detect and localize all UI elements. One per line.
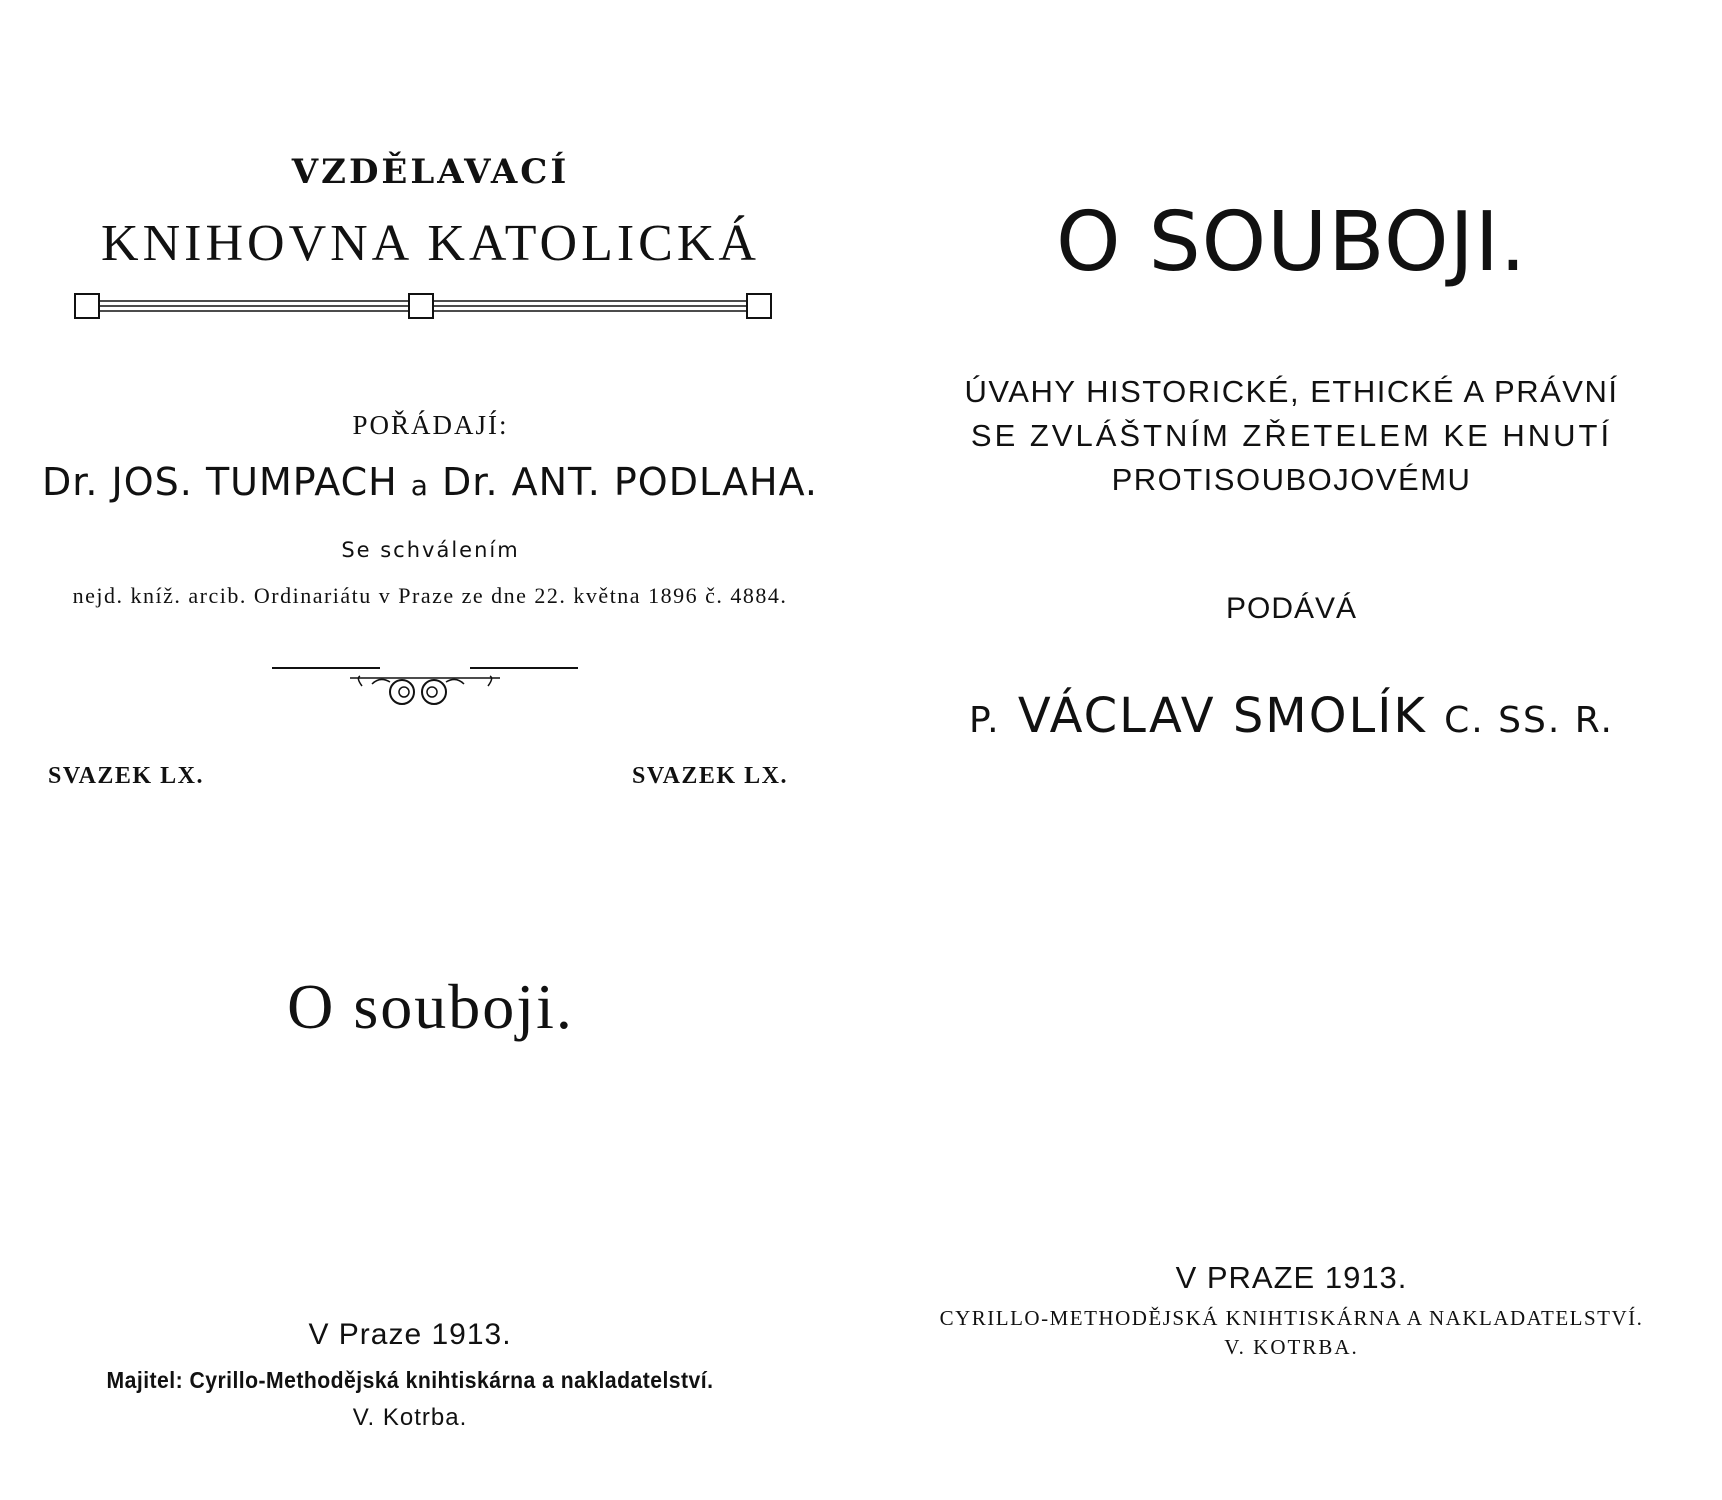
- subtitle-line-3: PROTISOUBOJOVÉMU: [1111, 462, 1472, 497]
- ornamental-rule: [73, 288, 773, 324]
- approval-label: Se schválením: [341, 538, 520, 562]
- series-title-line-2: KNIHOVNA KATOLICKÁ: [101, 215, 760, 272]
- left-owner-name: V. Kotrba.: [352, 1404, 468, 1431]
- series-title-line-1: VZDĚLAVACÍ: [291, 152, 570, 192]
- left-place-year: V Praze 1913.: [308, 1318, 512, 1351]
- approval-text: nejd. kníž. arcib. Ordinariátu v Praze ze dne 22. května 1896 č. 4884.: [72, 583, 788, 608]
- main-title: O SOUBOJI.: [1055, 195, 1527, 290]
- editor-2: Dr. ANT. PODLAHA.: [442, 460, 818, 504]
- flourish-ornament: [270, 660, 580, 716]
- volume-label-right: SVAZEK LX.: [632, 763, 788, 789]
- author-name: VÁCLAV SMOLÍK: [1017, 688, 1427, 744]
- editor-1: Dr. JOS. TUMPACH: [42, 460, 398, 504]
- editors-conjunction: a: [410, 469, 429, 502]
- editors-line: [40, 460, 820, 504]
- right-publisher: CYRILLO-METHODĚJSKÁ KNIHTISKÁRNA A NAKLADATELSTVÍ.: [939, 1306, 1644, 1330]
- author-line: [861, 688, 1722, 744]
- subtitle-line-2: SE ZVLÁŠTNÍM ZŘETELEM KE HNUTÍ: [970, 418, 1613, 453]
- volume-label-left: SVAZEK LX.: [48, 763, 204, 789]
- presented-by: PODÁVÁ: [1225, 592, 1358, 625]
- right-page: [861, 0, 1722, 1500]
- half-title: O souboji.: [287, 971, 574, 1042]
- left-owner-line: Majitel: Cyrillo-Methodějská knihtiskárna a nakladatelství.: [106, 1367, 714, 1393]
- right-owner-name: V. KOTRBA.: [1224, 1335, 1359, 1359]
- subtitle-line-1: ÚVAHY HISTORICKÉ, ETHICKÉ A PRÁVNÍ: [964, 374, 1619, 409]
- author-prefix: P.: [969, 700, 1001, 741]
- right-place-year: V PRAZE 1913.: [1175, 1260, 1408, 1295]
- editors-label: POŘÁDAJÍ:: [352, 410, 509, 440]
- author-suffix: C. SS. R.: [1444, 700, 1614, 741]
